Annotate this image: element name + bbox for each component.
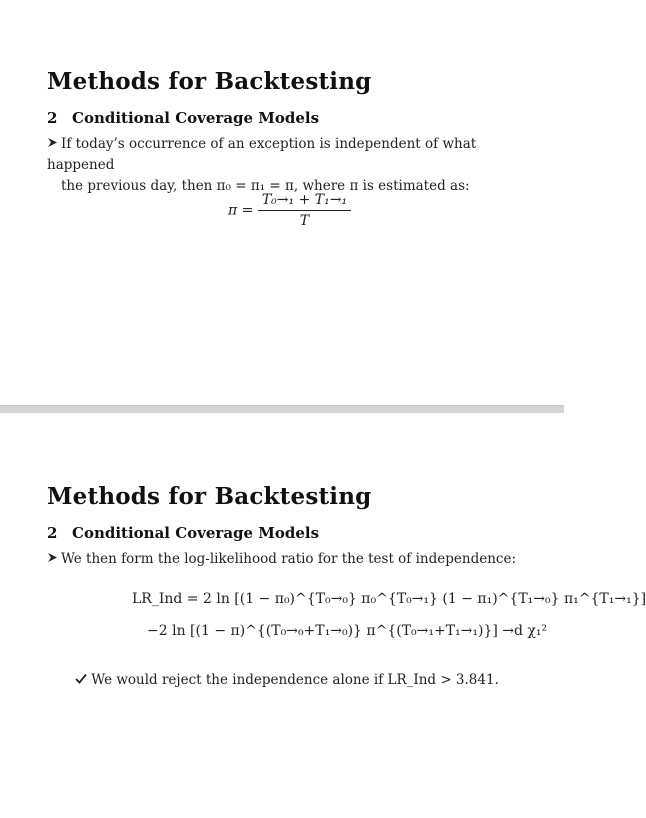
bullet-paragraph [47,134,527,197]
bullet-text: We then form the log-likelihood ratio for the test of independence: [61,551,516,567]
section-number: 2 [47,524,58,542]
slide-title: Methods for Backtesting [47,483,372,510]
equation-fraction [258,192,351,229]
slide-1 [0,0,564,405]
bullet-line-2: the previous day, then π₀ = π₁ = π, where π is estimated as: [61,178,470,194]
slide-title: Methods for Backtesting [47,68,372,95]
section-title: Conditional Coverage Models [72,524,320,542]
slide-divider [0,405,564,413]
arrowhead-bullet-icon [47,549,61,570]
lr-equation-line-1: LR_Ind = 2 ln [(1 − π₀)^{T₀→₀} π₀^{T₀→₁} (1 − π₁)^{T₁→₀} π₁^{T₁→₁}] [132,591,646,607]
arrowhead-bullet-icon [47,134,61,155]
section-heading [47,524,319,542]
equation-denominator: T [299,213,310,229]
section-number: 2 [47,109,58,127]
bullet-line-1: If today’s occurrence of an exception is independent of what happened [47,136,477,173]
lr-equation-line-2: −2 ln [(1 − π)^{(T₀→₀+T₁→₀)} π^{(T₀→₁+T₁→₁)}] →d χ₁² [147,623,548,639]
conclusion-text: We would reject the independence alone if LR_Ind > 3.841. [91,672,499,688]
equation-lhs: π = [228,202,254,219]
equation-numerator: T₀→₁ + T₁→₁ [258,192,351,211]
bullet-paragraph [47,549,527,570]
conclusion-line [75,672,499,688]
section-heading [47,109,319,127]
slide-2 [0,413,646,818]
section-title: Conditional Coverage Models [72,109,320,127]
estimate-equation [228,192,351,229]
checkmark-icon [75,672,91,688]
